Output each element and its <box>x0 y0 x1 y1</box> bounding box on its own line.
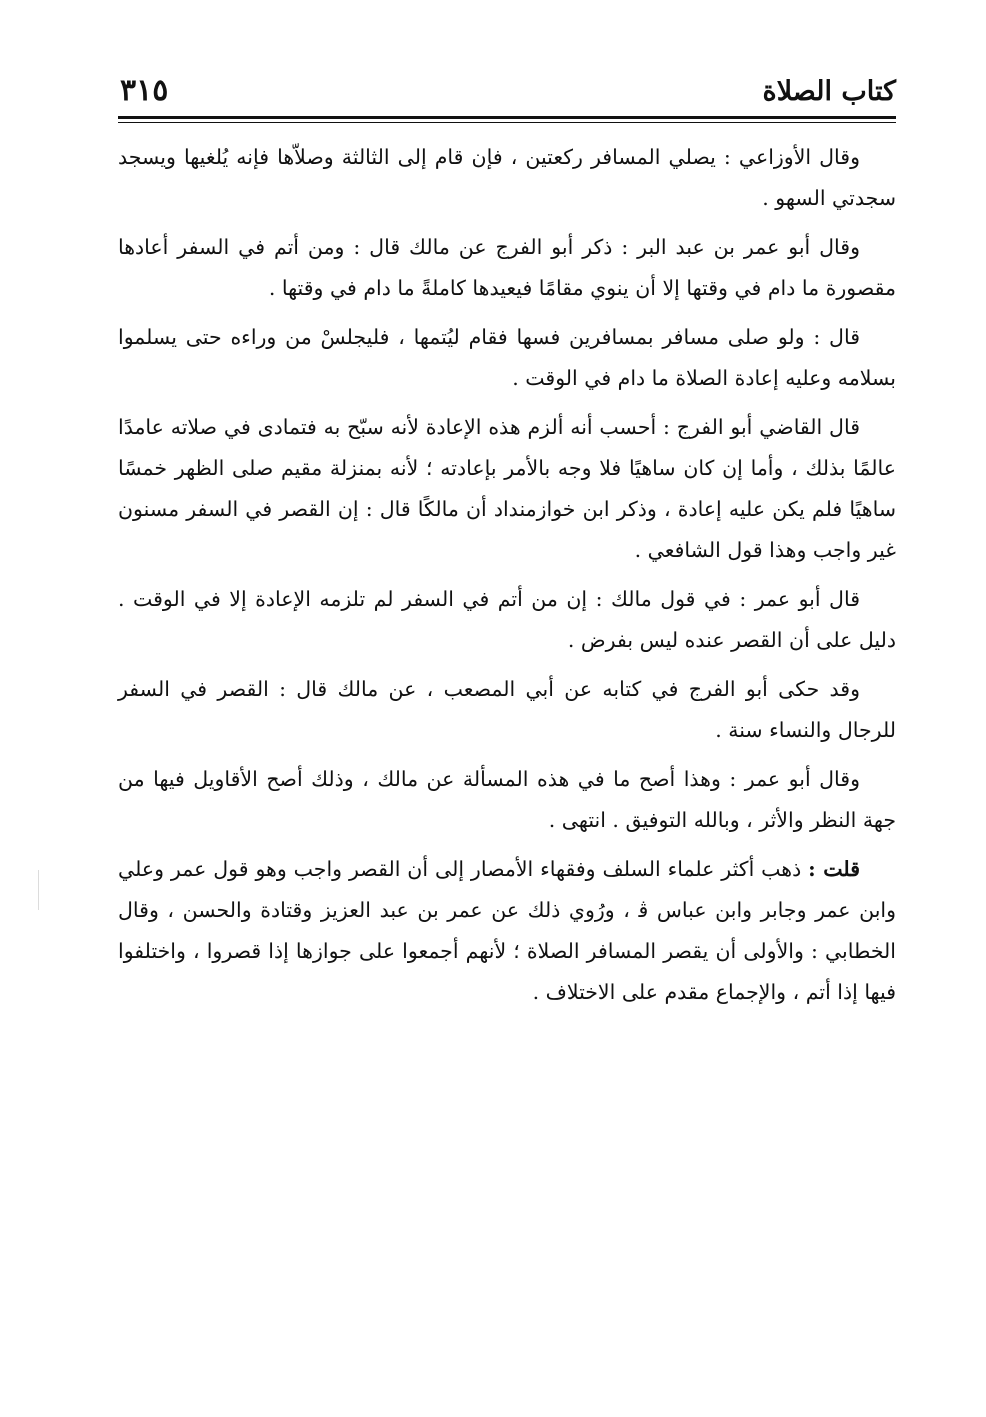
scan-edge-mark <box>38 870 39 910</box>
paragraph-text: وقد حكى أبو الفرج في كتابه عن أبي المصعب ، عن مالك قال : القصر في السفر للرجال والنساء سنة . <box>118 677 896 742</box>
paragraph-text: قال : ولو صلى مسافر بمسافرين فسها فقام ليُتمها ، فليجلسْ من وراءه حتى يسلموا بسلامه وعليه إعادة الصلاة ما دام في الوقت . <box>118 325 896 390</box>
paragraph <box>118 137 896 219</box>
header-rule-thick <box>118 116 896 119</box>
paragraph-text: ذهب أكثر علماء السلف وفقهاء الأمصار إلى أن القصر واجب وهو قول عمر وعلي وابن عمر وجابر وابن عباس ﭬ ، ورُوي ذلك عن عمر بن عبد العزيز وقتادة والحسن ، وقال الخطابي : والأولى أن يقصر المسافر الصلاة ؛ لأنهم أجمعوا على جوازها إذا قصروا ، واختلفوا فيها إذا أتم ، والإجماع مقدم على الاختلاف . <box>118 857 896 1004</box>
paragraph <box>118 669 896 751</box>
paragraph <box>118 227 896 309</box>
paragraph-text: قال أبو عمر : في قول مالك : إن من أتم في السفر لم تلزمه الإعادة إلا في الوقت . دليل على أن القصر عنده ليس بفرض . <box>118 587 896 652</box>
paragraph-text: قال القاضي أبو الفرج : أحسب أنه ألزم هذه الإعادة لأنه سبّح به فتمادى في صلاته عامدًا عالمًا بذلك ، وأما إن كان ساهيًا فلا وجه بالأمر بإعادته ؛ لأنه بمنزلة مقيم صلى الظهر خمسًا ساهيًا فلم يكن عليه إعادة ، وذكر ابن خوازمنداد أن مالكًا قال : إن القصر في السفر مسنون غير واجب وهذا قول الشافعي . <box>118 415 896 562</box>
running-header <box>118 66 896 116</box>
paragraph-text: وقال الأوزاعي : يصلي المسافر ركعتين ، فإن قام إلى الثالثة وصلاّها فإنه يُلغيها ويسجد سجدتي السهو . <box>118 145 896 210</box>
page-number: ٣١٥ <box>120 73 169 108</box>
book-page <box>118 66 896 1366</box>
paragraph <box>118 317 896 399</box>
chapter-title: كتاب الصلاة <box>762 76 896 107</box>
paragraph <box>118 407 896 571</box>
body-text <box>118 137 896 1013</box>
paragraph <box>118 849 896 1013</box>
paragraph-lead: قلت : <box>808 857 860 881</box>
header-rule-thin <box>118 122 896 123</box>
paragraph <box>118 579 896 661</box>
paragraph-text: وقال أبو عمر : وهذا أصح ما في هذه المسألة عن مالك ، وذلك أصح الأقاويل فيها من جهة النظر والأثر ، وبالله التوفيق . انتهى . <box>118 767 896 832</box>
paragraph-text: وقال أبو عمر بن عبد البر : ذكر أبو الفرج عن مالك قال : ومن أتم في السفر أعادها مقصورة ما دام في وقتها إلا أن ينوي مقامًا فيعيدها كاملةً ما دام في وقتها . <box>118 235 896 300</box>
paragraph <box>118 759 896 841</box>
